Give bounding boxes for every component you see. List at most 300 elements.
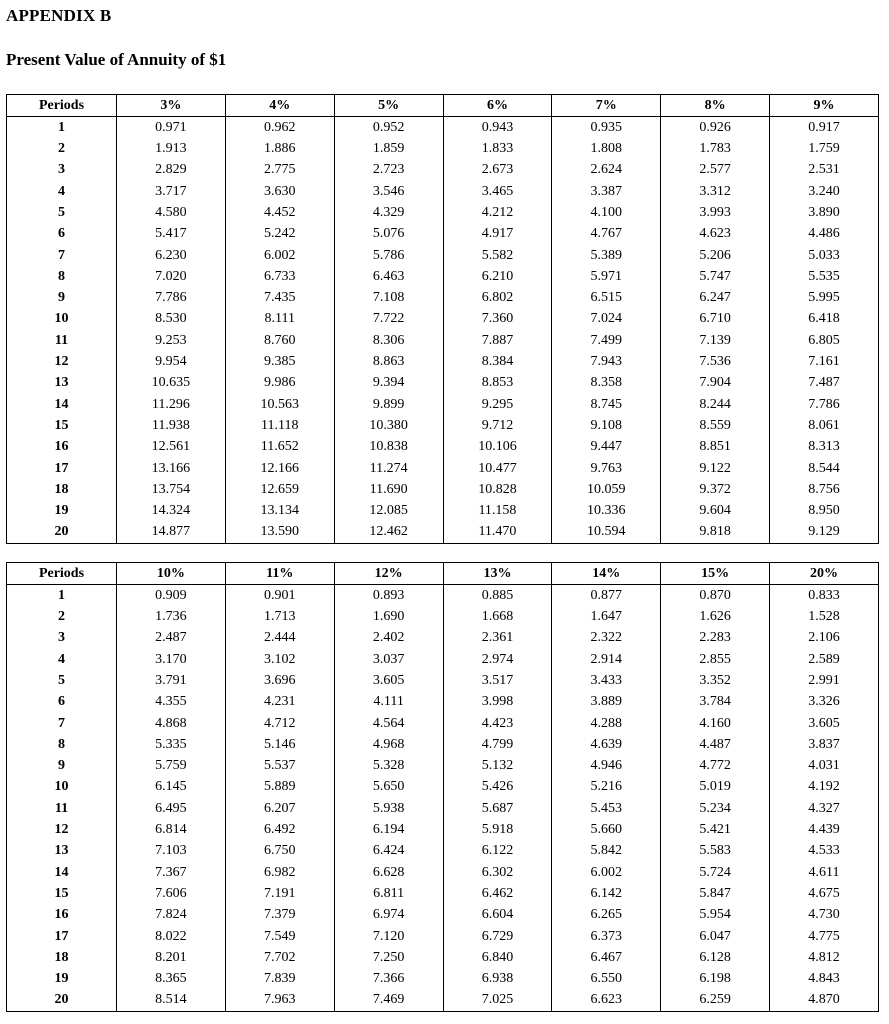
factor-cell: 0.885 (443, 585, 552, 607)
factor-cell: 8.950 (770, 501, 879, 522)
factor-cell: 6.628 (334, 862, 443, 883)
table-row (7, 394, 879, 415)
period-cell: 20 (7, 522, 117, 544)
factor-cell: 5.847 (661, 883, 770, 904)
table-row (7, 734, 879, 755)
factor-cell: 0.935 (552, 117, 661, 139)
factor-cell: 0.909 (117, 585, 226, 607)
table-row (7, 905, 879, 926)
factor-cell: 6.982 (225, 862, 334, 883)
factor-cell: 2.444 (225, 628, 334, 649)
period-cell: 4 (7, 649, 117, 670)
period-cell: 12 (7, 352, 117, 373)
factor-cell: 7.379 (225, 905, 334, 926)
period-cell: 3 (7, 628, 117, 649)
factor-cell: 4.533 (770, 841, 879, 862)
table-row (7, 713, 879, 734)
factor-cell: 5.019 (661, 777, 770, 798)
factor-cell: 5.759 (117, 756, 226, 777)
rate-header: 7% (552, 95, 661, 117)
factor-cell: 10.563 (225, 394, 334, 415)
factor-cell: 7.469 (334, 990, 443, 1012)
factor-cell: 7.904 (661, 373, 770, 394)
table-row (7, 841, 879, 862)
rate-header: 14% (552, 563, 661, 585)
factor-cell: 5.146 (225, 734, 334, 755)
factor-cell: 0.926 (661, 117, 770, 139)
factor-cell: 6.811 (334, 883, 443, 904)
period-cell: 17 (7, 926, 117, 947)
rate-header: 10% (117, 563, 226, 585)
table-row (7, 139, 879, 160)
factor-cell: 4.355 (117, 692, 226, 713)
factor-cell: 5.216 (552, 777, 661, 798)
factor-cell: 7.366 (334, 969, 443, 990)
factor-cell: 1.528 (770, 607, 879, 628)
period-cell: 16 (7, 905, 117, 926)
factor-cell: 4.767 (552, 224, 661, 245)
factor-cell: 7.161 (770, 352, 879, 373)
period-cell: 7 (7, 713, 117, 734)
factor-cell: 2.991 (770, 670, 879, 691)
factor-cell: 6.424 (334, 841, 443, 862)
table-row (7, 160, 879, 181)
factor-cell: 7.025 (443, 990, 552, 1012)
factor-cell: 7.824 (117, 905, 226, 926)
factor-cell: 2.283 (661, 628, 770, 649)
rate-header: 20% (770, 563, 879, 585)
factor-cell: 7.103 (117, 841, 226, 862)
factor-cell: 9.899 (334, 394, 443, 415)
period-cell: 1 (7, 117, 117, 139)
factor-cell: 11.158 (443, 501, 552, 522)
factor-cell: 2.577 (661, 160, 770, 181)
factor-cell: 2.974 (443, 649, 552, 670)
factor-cell: 7.549 (225, 926, 334, 947)
table-row (7, 883, 879, 904)
factor-cell: 6.198 (661, 969, 770, 990)
factor-cell: 4.100 (552, 202, 661, 223)
factor-cell: 8.853 (443, 373, 552, 394)
factor-cell: 7.963 (225, 990, 334, 1012)
factor-cell: 11.938 (117, 415, 226, 436)
factor-cell: 11.690 (334, 479, 443, 500)
factor-cell: 12.085 (334, 501, 443, 522)
factor-cell: 7.250 (334, 947, 443, 968)
rate-header: 3% (117, 95, 226, 117)
period-cell: 5 (7, 670, 117, 691)
period-cell: 11 (7, 798, 117, 819)
factor-cell: 12.561 (117, 437, 226, 458)
period-cell: 9 (7, 756, 117, 777)
factor-cell: 4.775 (770, 926, 879, 947)
factor-cell: 4.423 (443, 713, 552, 734)
factor-cell: 8.313 (770, 437, 879, 458)
annuity-table-2 (6, 562, 879, 1012)
factor-cell: 8.863 (334, 352, 443, 373)
rate-header: 5% (334, 95, 443, 117)
factor-cell: 10.838 (334, 437, 443, 458)
factor-cell: 6.145 (117, 777, 226, 798)
factor-cell: 3.517 (443, 670, 552, 691)
factor-cell: 3.433 (552, 670, 661, 691)
rate-header: 9% (770, 95, 879, 117)
factor-cell: 7.360 (443, 309, 552, 330)
factor-cell: 1.913 (117, 139, 226, 160)
factor-cell: 8.756 (770, 479, 879, 500)
factor-cell: 6.495 (117, 798, 226, 819)
period-cell: 10 (7, 777, 117, 798)
annuity-table-1 (6, 94, 879, 544)
factor-cell: 10.106 (443, 437, 552, 458)
factor-cell: 7.943 (552, 352, 661, 373)
factor-cell: 5.535 (770, 266, 879, 287)
factor-cell: 6.142 (552, 883, 661, 904)
table-row (7, 926, 879, 947)
period-cell: 16 (7, 437, 117, 458)
factor-cell: 2.106 (770, 628, 879, 649)
factor-cell: 5.206 (661, 245, 770, 266)
factor-cell: 5.426 (443, 777, 552, 798)
table-row (7, 437, 879, 458)
factor-cell: 13.754 (117, 479, 226, 500)
factor-cell: 6.047 (661, 926, 770, 947)
factor-cell: 5.537 (225, 756, 334, 777)
factor-cell: 2.322 (552, 628, 661, 649)
factor-cell: 11.652 (225, 437, 334, 458)
factor-cell: 3.387 (552, 181, 661, 202)
factor-cell: 9.122 (661, 458, 770, 479)
factor-cell: 4.772 (661, 756, 770, 777)
factor-cell: 4.917 (443, 224, 552, 245)
factor-cell: 9.818 (661, 522, 770, 544)
factor-cell: 6.750 (225, 841, 334, 862)
factor-cell: 5.234 (661, 798, 770, 819)
factor-cell: 5.582 (443, 245, 552, 266)
period-cell: 14 (7, 862, 117, 883)
factor-cell: 3.837 (770, 734, 879, 755)
factor-cell: 1.736 (117, 607, 226, 628)
appendix-heading: APPENDIX B (6, 6, 112, 25)
factor-cell: 3.546 (334, 181, 443, 202)
factor-cell: 7.722 (334, 309, 443, 330)
factor-cell: 4.868 (117, 713, 226, 734)
factor-cell: 2.673 (443, 160, 552, 181)
factor-cell: 4.439 (770, 820, 879, 841)
factor-cell: 6.805 (770, 330, 879, 351)
factor-cell: 5.889 (225, 777, 334, 798)
rate-header: 11% (225, 563, 334, 585)
factor-cell: 11.470 (443, 522, 552, 544)
factor-cell: 0.917 (770, 117, 879, 139)
factor-cell: 3.696 (225, 670, 334, 691)
factor-cell: 2.361 (443, 628, 552, 649)
factor-cell: 4.212 (443, 202, 552, 223)
table-row (7, 479, 879, 500)
factor-cell: 8.365 (117, 969, 226, 990)
factor-cell: 2.775 (225, 160, 334, 181)
factor-cell: 1.859 (334, 139, 443, 160)
factor-cell: 11.274 (334, 458, 443, 479)
factor-cell: 6.002 (552, 862, 661, 883)
factor-cell: 13.166 (117, 458, 226, 479)
factor-cell: 6.259 (661, 990, 770, 1012)
table-row (7, 266, 879, 287)
factor-cell: 10.594 (552, 522, 661, 544)
factor-cell: 8.244 (661, 394, 770, 415)
factor-cell: 7.499 (552, 330, 661, 351)
factor-cell: 2.829 (117, 160, 226, 181)
factor-cell: 7.435 (225, 288, 334, 309)
table-row (7, 777, 879, 798)
factor-cell: 2.402 (334, 628, 443, 649)
factor-cell: 12.166 (225, 458, 334, 479)
factor-cell: 1.626 (661, 607, 770, 628)
factor-cell: 3.037 (334, 649, 443, 670)
factor-cell: 5.687 (443, 798, 552, 819)
factor-cell: 3.791 (117, 670, 226, 691)
factor-cell: 4.486 (770, 224, 879, 245)
factor-cell: 3.102 (225, 649, 334, 670)
factor-cell: 2.914 (552, 649, 661, 670)
period-cell: 2 (7, 607, 117, 628)
factor-cell: 8.384 (443, 352, 552, 373)
factor-cell: 8.061 (770, 415, 879, 436)
table-row (7, 458, 879, 479)
factor-cell: 0.893 (334, 585, 443, 607)
factor-cell: 7.108 (334, 288, 443, 309)
factor-cell: 2.723 (334, 160, 443, 181)
factor-cell: 6.814 (117, 820, 226, 841)
factor-cell: 4.160 (661, 713, 770, 734)
factor-cell: 13.134 (225, 501, 334, 522)
factor-cell: 5.995 (770, 288, 879, 309)
factor-cell: 3.890 (770, 202, 879, 223)
factor-cell: 3.170 (117, 649, 226, 670)
factor-cell: 4.327 (770, 798, 879, 819)
factor-cell: 1.690 (334, 607, 443, 628)
factor-cell: 4.288 (552, 713, 661, 734)
factor-cell: 3.998 (443, 692, 552, 713)
table-row (7, 288, 879, 309)
factor-cell: 1.647 (552, 607, 661, 628)
factor-cell: 7.191 (225, 883, 334, 904)
factor-cell: 2.531 (770, 160, 879, 181)
table-row (7, 990, 879, 1012)
factor-cell: 6.463 (334, 266, 443, 287)
rate-header: 15% (661, 563, 770, 585)
factor-cell: 6.207 (225, 798, 334, 819)
factor-cell: 5.918 (443, 820, 552, 841)
factor-cell: 1.713 (225, 607, 334, 628)
factor-cell: 5.417 (117, 224, 226, 245)
factor-cell: 1.808 (552, 139, 661, 160)
table-row (7, 117, 879, 139)
factor-cell: 4.452 (225, 202, 334, 223)
period-cell: 19 (7, 501, 117, 522)
factor-cell: 3.465 (443, 181, 552, 202)
factor-cell: 10.477 (443, 458, 552, 479)
factor-cell: 5.971 (552, 266, 661, 287)
factor-cell: 14.324 (117, 501, 226, 522)
period-cell: 18 (7, 479, 117, 500)
rate-header: 8% (661, 95, 770, 117)
factor-cell: 0.971 (117, 117, 226, 139)
factor-cell: 8.544 (770, 458, 879, 479)
factor-cell: 8.851 (661, 437, 770, 458)
factor-cell: 10.336 (552, 501, 661, 522)
factor-cell: 8.745 (552, 394, 661, 415)
period-cell: 13 (7, 373, 117, 394)
factor-cell: 5.660 (552, 820, 661, 841)
factor-cell: 3.352 (661, 670, 770, 691)
factor-cell: 5.954 (661, 905, 770, 926)
table-row (7, 245, 879, 266)
factor-cell: 4.580 (117, 202, 226, 223)
factor-cell: 1.833 (443, 139, 552, 160)
factor-cell: 6.122 (443, 841, 552, 862)
factor-cell: 0.833 (770, 585, 879, 607)
factor-cell: 5.842 (552, 841, 661, 862)
period-cell: 18 (7, 947, 117, 968)
table-row (7, 585, 879, 607)
factor-cell: 3.240 (770, 181, 879, 202)
factor-cell: 6.492 (225, 820, 334, 841)
factor-cell: 9.394 (334, 373, 443, 394)
factor-cell: 9.372 (661, 479, 770, 500)
factor-cell: 11.118 (225, 415, 334, 436)
period-cell: 4 (7, 181, 117, 202)
rate-header: 6% (443, 95, 552, 117)
factor-cell: 5.747 (661, 266, 770, 287)
factor-cell: 5.335 (117, 734, 226, 755)
factor-cell: 7.786 (770, 394, 879, 415)
factor-cell: 4.843 (770, 969, 879, 990)
factor-cell: 4.730 (770, 905, 879, 926)
factor-cell: 5.328 (334, 756, 443, 777)
factor-cell: 6.938 (443, 969, 552, 990)
factor-cell: 1.759 (770, 139, 879, 160)
factor-cell: 4.231 (225, 692, 334, 713)
factor-cell: 5.242 (225, 224, 334, 245)
factor-cell: 11.296 (117, 394, 226, 415)
table-row (7, 862, 879, 883)
factor-cell: 9.986 (225, 373, 334, 394)
factor-cell: 1.668 (443, 607, 552, 628)
factor-cell: 6.247 (661, 288, 770, 309)
table-row (7, 649, 879, 670)
factor-cell: 9.129 (770, 522, 879, 544)
header-row (7, 95, 879, 117)
factor-cell: 6.302 (443, 862, 552, 883)
factor-cell: 8.530 (117, 309, 226, 330)
factor-cell: 0.952 (334, 117, 443, 139)
rate-header: 13% (443, 563, 552, 585)
factor-cell: 4.564 (334, 713, 443, 734)
factor-cell: 2.855 (661, 649, 770, 670)
factor-cell: 0.870 (661, 585, 770, 607)
period-cell: 8 (7, 734, 117, 755)
factor-cell: 6.002 (225, 245, 334, 266)
factor-cell: 7.839 (225, 969, 334, 990)
factor-cell: 6.210 (443, 266, 552, 287)
period-cell: 15 (7, 883, 117, 904)
factor-cell: 6.462 (443, 883, 552, 904)
factor-cell: 9.253 (117, 330, 226, 351)
table-row (7, 756, 879, 777)
factor-cell: 9.954 (117, 352, 226, 373)
factor-cell: 10.635 (117, 373, 226, 394)
period-cell: 19 (7, 969, 117, 990)
period-cell: 6 (7, 692, 117, 713)
factor-cell: 5.650 (334, 777, 443, 798)
rate-header: 4% (225, 95, 334, 117)
factor-cell: 4.712 (225, 713, 334, 734)
factor-cell: 1.886 (225, 139, 334, 160)
factor-cell: 3.312 (661, 181, 770, 202)
periods-header: Periods (7, 563, 117, 585)
factor-cell: 6.974 (334, 905, 443, 926)
factor-cell: 4.870 (770, 990, 879, 1012)
factor-cell: 8.358 (552, 373, 661, 394)
factor-cell: 6.230 (117, 245, 226, 266)
factor-cell: 5.421 (661, 820, 770, 841)
factor-cell: 5.033 (770, 245, 879, 266)
factor-cell: 4.623 (661, 224, 770, 245)
rate-header: 12% (334, 563, 443, 585)
factor-cell: 6.515 (552, 288, 661, 309)
factor-cell: 0.962 (225, 117, 334, 139)
factor-cell: 7.367 (117, 862, 226, 883)
factor-cell: 12.659 (225, 479, 334, 500)
factor-cell: 4.799 (443, 734, 552, 755)
factor-cell: 7.786 (117, 288, 226, 309)
factor-cell: 5.938 (334, 798, 443, 819)
factor-cell: 4.812 (770, 947, 879, 968)
factor-cell: 9.295 (443, 394, 552, 415)
factor-cell: 6.550 (552, 969, 661, 990)
factor-cell: 6.733 (225, 266, 334, 287)
table-row (7, 330, 879, 351)
factor-cell: 4.192 (770, 777, 879, 798)
factor-cell: 3.717 (117, 181, 226, 202)
factor-cell: 6.729 (443, 926, 552, 947)
period-cell: 11 (7, 330, 117, 351)
factor-cell: 8.514 (117, 990, 226, 1012)
factor-cell: 9.447 (552, 437, 661, 458)
table-row (7, 607, 879, 628)
period-cell: 2 (7, 139, 117, 160)
factor-cell: 4.111 (334, 692, 443, 713)
factor-cell: 8.022 (117, 926, 226, 947)
factor-cell: 5.583 (661, 841, 770, 862)
factor-cell: 5.132 (443, 756, 552, 777)
factor-cell: 8.201 (117, 947, 226, 968)
factor-cell: 13.590 (225, 522, 334, 544)
factor-cell: 6.194 (334, 820, 443, 841)
factor-cell: 14.877 (117, 522, 226, 544)
factor-cell: 3.326 (770, 692, 879, 713)
factor-cell: 6.373 (552, 926, 661, 947)
period-cell: 9 (7, 288, 117, 309)
factor-cell: 9.108 (552, 415, 661, 436)
factor-cell: 7.702 (225, 947, 334, 968)
table-row (7, 522, 879, 544)
factor-cell: 7.606 (117, 883, 226, 904)
table-row (7, 352, 879, 373)
factor-cell: 4.611 (770, 862, 879, 883)
factor-cell: 9.604 (661, 501, 770, 522)
